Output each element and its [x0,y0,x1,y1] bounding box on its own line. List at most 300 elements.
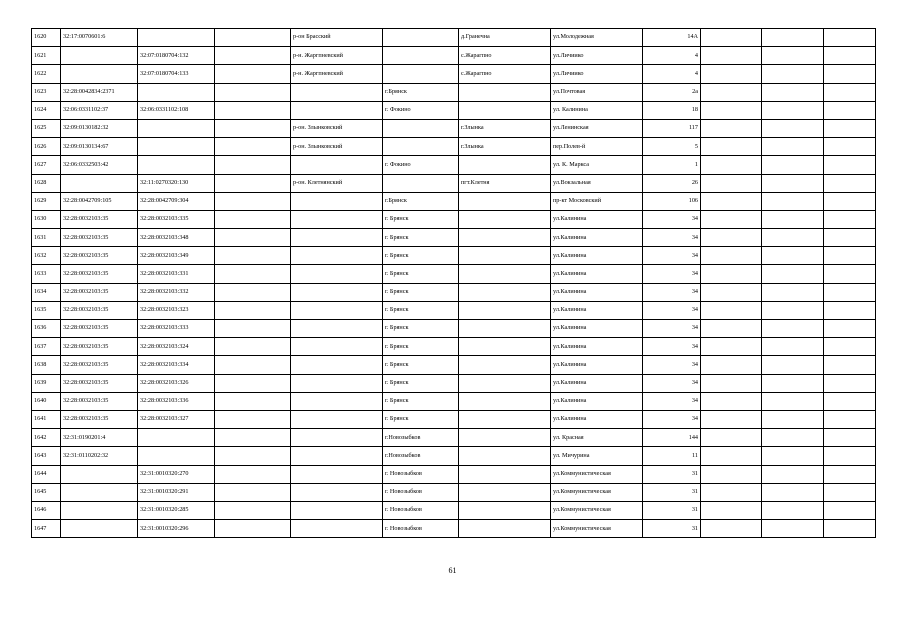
blank-cell [762,156,824,174]
table-row [32,247,876,265]
street-cell: ул.Вокзальная [551,174,643,192]
blank-cell [824,338,876,356]
house-number-cell: 31 [643,520,701,538]
blank-cell [762,483,824,501]
table-row [32,429,876,447]
blank-cell [762,410,824,428]
district-cell [291,520,383,538]
building-cadastral-number-cell: 32:28:0032103:335 [138,210,215,228]
district-cell [291,447,383,465]
city-cell: г.Брянск [383,192,459,210]
blank-cell [215,374,291,392]
building-cadastral-number-cell [138,429,215,447]
blank-cell [215,156,291,174]
district-cell [291,101,383,119]
building-cadastral-number-cell: 32:28:0032103:348 [138,229,215,247]
table-row [32,265,876,283]
blank-cell [215,338,291,356]
district-cell [291,465,383,483]
blank-cell [762,447,824,465]
blank-cell [701,47,762,65]
table-row [32,283,876,301]
blank-cell [215,247,291,265]
district-cell [291,247,383,265]
house-number-cell: 34 [643,210,701,228]
house-number-cell: 2а [643,83,701,101]
cadastral-number-cell: 32:06:0331102:37 [61,101,138,119]
table-row [32,301,876,319]
cadastral-number-cell: 32:09:0130134:67 [61,138,138,156]
blank-cell [701,465,762,483]
city-cell: г. Новозыбков [383,483,459,501]
city-cell [383,138,459,156]
street-cell: ул. К. Маркса [551,156,643,174]
blank-cell [762,210,824,228]
row-number-cell: 1633 [32,265,61,283]
house-number-cell: 34 [643,410,701,428]
row-number-cell: 1629 [32,192,61,210]
city-cell: г. Брянск [383,210,459,228]
locality-cell: г.Злынка [459,138,551,156]
table-row [32,156,876,174]
house-number-cell: 18 [643,101,701,119]
street-cell: ул.Ленинская [551,119,643,137]
district-cell: р-он. Злынковский [291,138,383,156]
blank-cell [215,29,291,47]
blank-cell [762,301,824,319]
locality-cell [459,447,551,465]
blank-cell [824,374,876,392]
blank-cell [824,210,876,228]
blank-cell [215,138,291,156]
locality-cell: пгт.Клетня [459,174,551,192]
blank-cell [701,210,762,228]
cadastral-number-cell [61,520,138,538]
row-number-cell: 1643 [32,447,61,465]
locality-cell [459,229,551,247]
blank-cell [215,265,291,283]
row-number-cell: 1624 [32,101,61,119]
district-cell [291,83,383,101]
table-row [32,119,876,137]
cadastral-number-cell [61,465,138,483]
street-cell: ул.Личиико [551,65,643,83]
blank-cell [215,447,291,465]
blank-cell [762,229,824,247]
blank-cell [701,138,762,156]
blank-cell [215,83,291,101]
street-cell: ул.Калинина [551,210,643,228]
row-number-cell: 1645 [32,483,61,501]
blank-cell [215,283,291,301]
street-cell: ул.Калинина [551,392,643,410]
blank-cell [762,29,824,47]
locality-cell [459,301,551,319]
building-cadastral-number-cell: 32:28:0032103:336 [138,392,215,410]
blank-cell [701,156,762,174]
table-row [32,29,876,47]
building-cadastral-number-cell: 32:28:0032103:333 [138,320,215,338]
house-number-cell: 5 [643,138,701,156]
cadastral-number-cell: 32:06:0332503:42 [61,156,138,174]
table-row [32,392,876,410]
street-cell: ул.Калинина [551,229,643,247]
locality-cell: с.Жарагпно [459,65,551,83]
cadastral-number-cell: 32:09:0130182:32 [61,119,138,137]
city-cell: г. Новозыбков [383,501,459,519]
building-cadastral-number-cell: 32:31:0010320:291 [138,483,215,501]
locality-cell [459,247,551,265]
blank-cell [701,174,762,192]
blank-cell [215,392,291,410]
table-row [32,174,876,192]
street-cell: ул.Калинина [551,374,643,392]
street-cell: ул.Калинина [551,356,643,374]
blank-cell [824,283,876,301]
building-cadastral-number-cell: 32:31:0010320:270 [138,465,215,483]
blank-cell [824,392,876,410]
table-row [32,229,876,247]
building-cadastral-number-cell: 32:28:0032103:332 [138,283,215,301]
building-cadastral-number-cell [138,138,215,156]
house-number-cell: 34 [643,265,701,283]
cadastral-number-cell [61,483,138,501]
cadastral-number-cell: 32:28:0032103:35 [61,283,138,301]
table-row [32,83,876,101]
table-row [32,447,876,465]
cadastral-number-cell: 32:28:0032103:35 [61,338,138,356]
city-cell: г. Брянск [383,265,459,283]
district-cell [291,501,383,519]
table-row [32,210,876,228]
row-number-cell: 1627 [32,156,61,174]
row-number-cell: 1630 [32,210,61,228]
city-cell: г. Брянск [383,356,459,374]
house-number-cell: 14А [643,29,701,47]
house-number-cell: 31 [643,483,701,501]
blank-cell [762,392,824,410]
blank-cell [762,429,824,447]
blank-cell [701,483,762,501]
locality-cell [459,410,551,428]
blank-cell [215,301,291,319]
blank-cell [701,247,762,265]
blank-cell [824,483,876,501]
street-cell: ул.Личиико [551,47,643,65]
district-cell [291,374,383,392]
table-row [32,47,876,65]
table-row [32,374,876,392]
city-cell: г. Брянск [383,320,459,338]
city-cell: г.Новозыбков [383,429,459,447]
house-number-cell: 34 [643,283,701,301]
locality-cell [459,392,551,410]
cadastral-number-cell: 32:28:0032103:35 [61,265,138,283]
locality-cell: г.Злынка [459,119,551,137]
cadastral-number-cell [61,65,138,83]
blank-cell [824,119,876,137]
house-number-cell: 1 [643,156,701,174]
blank-cell [215,501,291,519]
house-number-cell: 34 [643,374,701,392]
building-cadastral-number-cell: 32:28:0032103:326 [138,374,215,392]
blank-cell [215,410,291,428]
building-cadastral-number-cell [138,156,215,174]
locality-cell [459,156,551,174]
building-cadastral-number-cell: 32:28:0042709:304 [138,192,215,210]
building-cadastral-number-cell: 32:28:0032103:331 [138,265,215,283]
row-number-cell: 1620 [32,29,61,47]
locality-cell [459,520,551,538]
street-cell: ул. Калинина [551,101,643,119]
blank-cell [824,301,876,319]
blank-cell [701,520,762,538]
street-cell: пер.Полев-й [551,138,643,156]
row-number-cell: 1637 [32,338,61,356]
city-cell: г. Брянск [383,410,459,428]
page-number: 61 [448,566,457,575]
blank-cell [824,138,876,156]
street-cell: ул.Калинина [551,320,643,338]
cadastral-number-cell: 32:28:0032103:35 [61,301,138,319]
building-cadastral-number-cell: 32:31:0010320:296 [138,520,215,538]
house-number-cell: 34 [643,229,701,247]
house-number-cell: 31 [643,501,701,519]
locality-cell: д.Гранечна [459,29,551,47]
building-cadastral-number-cell [138,29,215,47]
building-cadastral-number-cell: 32:31:0010320:285 [138,501,215,519]
cadastral-number-cell: 32:28:0032103:35 [61,229,138,247]
blank-cell [701,119,762,137]
district-cell [291,356,383,374]
blank-cell [824,501,876,519]
blank-cell [762,520,824,538]
blank-cell [824,83,876,101]
blank-cell [762,338,824,356]
blank-cell [762,265,824,283]
house-number-cell: 11 [643,447,701,465]
blank-cell [215,465,291,483]
blank-cell [824,265,876,283]
building-cadastral-number-cell: 32:07:0180704:132 [138,47,215,65]
city-cell: г. Новозыбков [383,465,459,483]
city-cell: г. Брянск [383,229,459,247]
locality-cell [459,265,551,283]
row-number-cell: 1634 [32,283,61,301]
blank-cell [762,138,824,156]
building-cadastral-number-cell: 32:28:0032103:349 [138,247,215,265]
blank-cell [701,429,762,447]
blank-cell [762,320,824,338]
cadastral-number-cell: 32:17:0070601:6 [61,29,138,47]
blank-cell [215,210,291,228]
locality-cell [459,338,551,356]
blank-cell [824,101,876,119]
table-row [32,501,876,519]
blank-cell [215,483,291,501]
locality-cell [459,356,551,374]
building-cadastral-number-cell [138,447,215,465]
house-number-cell: 34 [643,320,701,338]
row-number-cell: 1625 [32,119,61,137]
blank-cell [701,338,762,356]
row-number-cell: 1642 [32,429,61,447]
cadastral-number-cell: 32:28:0032103:35 [61,356,138,374]
city-cell: г. Брянск [383,392,459,410]
cadastral-number-cell: 32:31:0110202:32 [61,447,138,465]
blank-cell [701,392,762,410]
street-cell: ул.Калинина [551,247,643,265]
locality-cell [459,429,551,447]
district-cell [291,265,383,283]
row-number-cell: 1626 [32,138,61,156]
row-number-cell: 1641 [32,410,61,428]
district-cell [291,156,383,174]
blank-cell [824,320,876,338]
city-cell: г. Новозыбков [383,520,459,538]
blank-cell [762,374,824,392]
city-cell: г. Брянск [383,338,459,356]
blank-cell [215,119,291,137]
locality-cell [459,483,551,501]
district-cell: р-он Брасский [291,29,383,47]
blank-cell [215,192,291,210]
building-cadastral-number-cell: 32:28:0032103:334 [138,356,215,374]
building-cadastral-number-cell: 32:06:0331102:108 [138,101,215,119]
blank-cell [824,192,876,210]
house-number-cell: 26 [643,174,701,192]
building-cadastral-number-cell: 32:28:0032103:324 [138,338,215,356]
blank-cell [701,356,762,374]
blank-cell [762,465,824,483]
house-number-cell: 34 [643,301,701,319]
blank-cell [762,174,824,192]
cadastral-number-cell: 32:31:0190201:4 [61,429,138,447]
blank-cell [215,65,291,83]
blank-cell [701,320,762,338]
house-number-cell: 4 [643,65,701,83]
blank-cell [762,356,824,374]
building-cadastral-number-cell: 32:11:0270320:130 [138,174,215,192]
row-number-cell: 1636 [32,320,61,338]
street-cell: ул.Коммунистическая [551,520,643,538]
row-number-cell: 1639 [32,374,61,392]
city-cell [383,174,459,192]
table-row [32,192,876,210]
blank-cell [701,65,762,83]
house-number-cell: 34 [643,356,701,374]
street-cell: ул. Красная [551,429,643,447]
row-number-cell: 1621 [32,47,61,65]
blank-cell [701,229,762,247]
city-cell [383,65,459,83]
blank-cell [762,192,824,210]
cadastral-number-cell: 32:28:0032103:35 [61,247,138,265]
cadastral-number-cell [61,47,138,65]
blank-cell [215,429,291,447]
blank-cell [824,465,876,483]
blank-cell [701,101,762,119]
blank-cell [701,192,762,210]
district-cell: р-н. Жаргпневский [291,47,383,65]
house-number-cell: 117 [643,119,701,137]
cadastral-number-cell: 32:28:0032103:35 [61,374,138,392]
city-cell [383,47,459,65]
row-number-cell: 1644 [32,465,61,483]
cadastral-number-cell: 32:28:0032103:35 [61,392,138,410]
blank-cell [824,447,876,465]
blank-cell [762,283,824,301]
blank-cell [215,101,291,119]
district-cell: р-н. Жаргпневский [291,65,383,83]
locality-cell [459,192,551,210]
street-cell: ул.Коммунистическая [551,501,643,519]
district-cell [291,229,383,247]
blank-cell [215,356,291,374]
cadastral-number-cell: 32:28:0032103:35 [61,410,138,428]
table-row [32,65,876,83]
table-row [32,520,876,538]
city-cell [383,29,459,47]
cadastral-number-cell: 32:28:0032103:35 [61,210,138,228]
locality-cell [459,465,551,483]
city-cell: г.Новозыбков [383,447,459,465]
street-cell: ул.Коммунистическая [551,465,643,483]
blank-cell [215,174,291,192]
city-cell: г. Брянск [383,374,459,392]
street-cell: пр-кт Московский [551,192,643,210]
blank-cell [762,501,824,519]
district-cell [291,392,383,410]
district-cell [291,338,383,356]
address-register-table [31,28,876,538]
table-row [32,101,876,119]
blank-cell [824,29,876,47]
city-cell: г. Брянск [383,283,459,301]
blank-cell [824,47,876,65]
blank-cell [824,410,876,428]
locality-cell [459,101,551,119]
city-cell: г. Фокино [383,101,459,119]
blank-cell [762,101,824,119]
row-number-cell: 1638 [32,356,61,374]
blank-cell [824,247,876,265]
district-cell: р-он. Злынковский [291,119,383,137]
cadastral-number-cell: 32:28:0042709:105 [61,192,138,210]
city-cell: г. Фокино [383,156,459,174]
district-cell [291,483,383,501]
table-row [32,320,876,338]
row-number-cell: 1647 [32,520,61,538]
cadastral-number-cell: 32:28:0042834:2371 [61,83,138,101]
district-cell: р-он. Клетнянский [291,174,383,192]
house-number-cell: 34 [643,392,701,410]
house-number-cell: 106 [643,192,701,210]
locality-cell [459,320,551,338]
blank-cell [762,83,824,101]
row-number-cell: 1622 [32,65,61,83]
row-number-cell: 1631 [32,229,61,247]
cadastral-number-cell [61,174,138,192]
district-cell [291,429,383,447]
city-cell: г.Брянск [383,83,459,101]
district-cell [291,301,383,319]
locality-cell [459,210,551,228]
street-cell: ул.Калинина [551,338,643,356]
blank-cell [701,301,762,319]
locality-cell [459,83,551,101]
house-number-cell: 144 [643,429,701,447]
